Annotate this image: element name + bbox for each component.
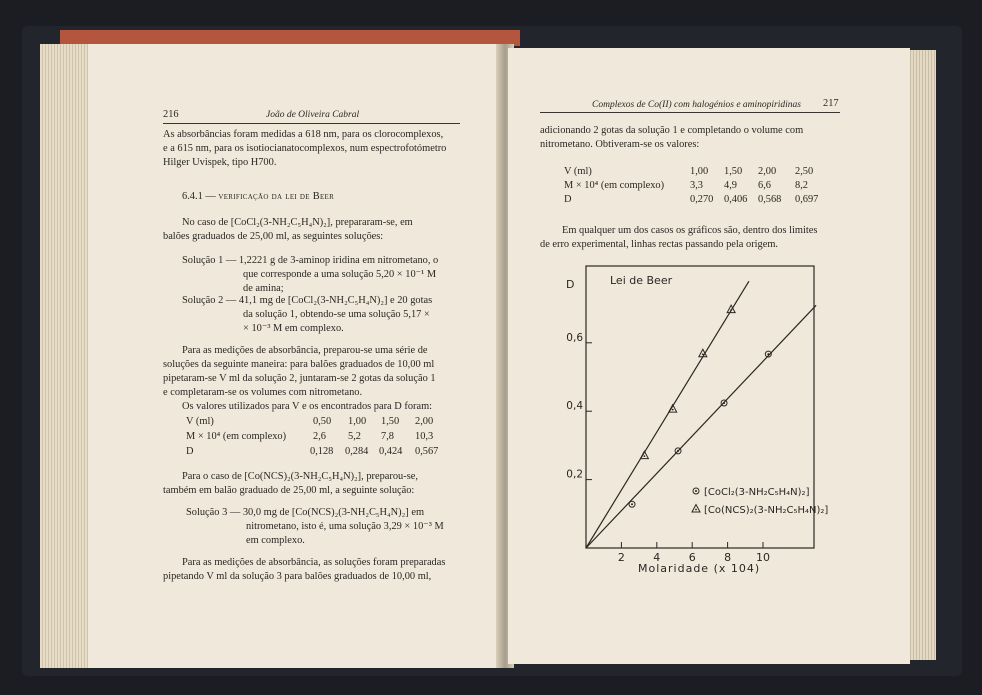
paragraph-line: nitrometano. Obtiveram-se os valores: xyxy=(540,139,700,150)
section-number: 6.4.1 — xyxy=(182,191,219,202)
table-cell: 0,128 xyxy=(310,446,334,457)
header-rule xyxy=(163,123,460,124)
table-cell: 8,2 xyxy=(795,180,808,191)
beer-law-chart xyxy=(508,48,910,664)
paragraph-line: também em balão graduado de 25,00 ml, a seguinte solução: xyxy=(163,485,415,496)
table-row-label: M × 10⁴ (em complexo) xyxy=(186,431,287,442)
table-cell: 0,50 xyxy=(313,416,332,427)
circle-center-dot xyxy=(767,353,769,355)
paragraph-line: de erro experimental, linhas rectas passando pela origem. xyxy=(540,239,779,250)
triangle-center-dot xyxy=(730,309,732,311)
table-row-label: D xyxy=(564,194,572,205)
section-title: verificação da lei de Beer xyxy=(218,191,335,202)
table-cell: 7,8 xyxy=(381,431,394,442)
solution-line: nitrometano, isto é, uma solução 3,29 × 10⁻³ M xyxy=(246,521,444,532)
circle-center-dot xyxy=(695,490,697,492)
solution-line: Solução 2 — 41,1 mg de [CoCl₂(3-NH₂C₅H₄N)₂] e 20 gotas xyxy=(182,295,433,306)
table-cell: 0,567 xyxy=(415,446,439,457)
paragraph-line: e a 615 nm, para os isotiocianatocomplexos, num espectrofotómetro xyxy=(163,143,447,154)
paragraph-line: Para as medições de absorbância, preparou-se uma série de xyxy=(182,345,428,356)
circle-center-dot xyxy=(723,402,725,404)
x-tick-label: 8 xyxy=(724,551,732,564)
table-cell: 0,697 xyxy=(795,194,819,205)
chart-points xyxy=(629,305,771,507)
table-cell: 0,270 xyxy=(690,194,714,205)
table-cell: 0,406 xyxy=(724,194,748,205)
solution-line: de amina; xyxy=(243,283,284,294)
table-cell: 1,00 xyxy=(690,166,709,177)
x-tick-label: 2 xyxy=(617,551,625,564)
y-axis-label: D xyxy=(566,278,575,291)
triangle-center-dot xyxy=(672,409,674,411)
triangle-marker xyxy=(692,505,700,513)
left-page xyxy=(88,44,500,668)
table-cell: 4,9 xyxy=(724,180,737,191)
paragraph-line: Para o caso de [Co(NCS)₂(3-NH₂C₅H₄N)₂], preparou-se, xyxy=(182,471,418,482)
triangle-center-dot xyxy=(702,353,704,355)
page-number: 216 xyxy=(163,109,179,120)
running-head: João de Oliveira Cabral xyxy=(266,110,360,120)
x-tick-label: 4 xyxy=(653,551,661,564)
x-axis-label: Molaridade (x 104) xyxy=(638,562,761,575)
table-cell: 1,50 xyxy=(381,416,400,427)
table-cell: 0,284 xyxy=(345,446,369,457)
solution-line: em complexo. xyxy=(246,535,305,546)
triangle-point xyxy=(692,505,700,513)
paragraph-line: No caso de [CoCl₂(3-NH₂C₅H₄N)₂], prepararam-se, em xyxy=(182,217,413,228)
x-tick-label: 10 xyxy=(756,551,770,564)
table-cell: 2,50 xyxy=(795,166,814,177)
table-cell: 2,6 xyxy=(313,431,326,442)
circle-point xyxy=(629,501,635,507)
table-cell: 1,00 xyxy=(348,416,367,427)
paragraph-line: Em qualquer um dos casos os gráficos são, dentro dos limites xyxy=(562,225,818,236)
triangle-center-dot xyxy=(644,455,646,457)
page-stack-right xyxy=(908,50,936,660)
solution-line: Solução 1 — 1,2221 g de 3-aminop iridina em nitrometano, o xyxy=(182,255,439,266)
paragraph-line: As absorbâncias foram medidas a 618 nm, para os clorocomplexos, xyxy=(163,129,444,140)
y-tick-label: 0,2 xyxy=(566,468,583,481)
solution-line: que corresponde a uma solução 5,20 × 10⁻¹ M xyxy=(243,269,437,280)
running-head: Complexos de Co(II) com halogénios e aminopiridinas xyxy=(592,100,801,110)
table-row-label: D xyxy=(186,446,194,457)
chart-legend xyxy=(692,487,828,516)
table-cell: 1,50 xyxy=(724,166,743,177)
table-row-label: V (ml) xyxy=(564,166,592,177)
legend-label: [CoCl₂(3-NH₂C₅H₄N)₂] xyxy=(704,487,810,498)
table-cell: 10,3 xyxy=(415,431,434,442)
table-cell: 0,424 xyxy=(379,446,403,457)
page-number: 217 xyxy=(823,98,839,109)
circle-point xyxy=(721,400,727,406)
table-cell: 2,00 xyxy=(415,416,434,427)
y-tick-label: 0,6 xyxy=(566,331,583,344)
triangle-center-dot xyxy=(695,509,697,511)
x-tick-label: 6 xyxy=(688,551,696,564)
table-cell: 2,00 xyxy=(758,166,777,177)
table-row-label: M × 10⁴ (em complexo) xyxy=(564,180,665,191)
table-row-label: V (ml) xyxy=(186,416,214,427)
circle-center-dot xyxy=(631,503,633,505)
table-cell: 6,6 xyxy=(758,180,771,191)
solution-line: Solução 3 — 30,0 mg de [Co(NCS)₂(3-NH₂C₅H₄N)₂] em xyxy=(186,507,425,518)
chart-title: Lei de Beer xyxy=(610,274,673,287)
circle-point xyxy=(675,448,681,454)
paragraph-line: soluções da seguinte maneira: para balões graduados de 10,00 ml xyxy=(163,359,435,370)
paragraph-line: Hilger Uvispek, tipo H700. xyxy=(163,157,277,168)
paragraph-line: pipetando V ml da solução 3 para balões graduados de 10,00 ml, xyxy=(163,571,432,582)
paragraph-line: e completaram-se os volumes com nitrometano. xyxy=(163,387,363,398)
solution-line: da solução 1, obtendo-se uma solução 5,17 × xyxy=(243,309,430,320)
paragraph-line: pipetaram-se V ml da solução 2, juntaram-se 2 gotas da solução 1 xyxy=(163,373,436,384)
paragraph-line: Os valores utilizados para V e os encontrados para D foram: xyxy=(182,401,433,412)
paragraph-line: adicionando 2 gotas da solução 1 e completando o volume com xyxy=(540,125,804,136)
y-tick-label: 0,4 xyxy=(566,400,583,413)
legend-label: [Co(NCS)₂(3-NH₂C₅H₄N)₂] xyxy=(704,505,829,516)
circle-center-dot xyxy=(677,450,679,452)
paragraph-line: Para as medições de absorbância, as soluções foram preparadas xyxy=(182,557,446,568)
circle-point xyxy=(693,488,699,494)
table-cell: 0,568 xyxy=(758,194,782,205)
table-cell: 5,2 xyxy=(348,431,361,442)
table-cell: 3,3 xyxy=(690,180,703,191)
paragraph-line: balões graduados de 25,00 ml, as seguintes soluções: xyxy=(163,231,384,242)
right-page xyxy=(508,48,910,664)
solution-line: × 10⁻³ M em complexo. xyxy=(243,323,344,334)
section-heading xyxy=(182,190,334,204)
page-stack-left xyxy=(40,44,88,668)
